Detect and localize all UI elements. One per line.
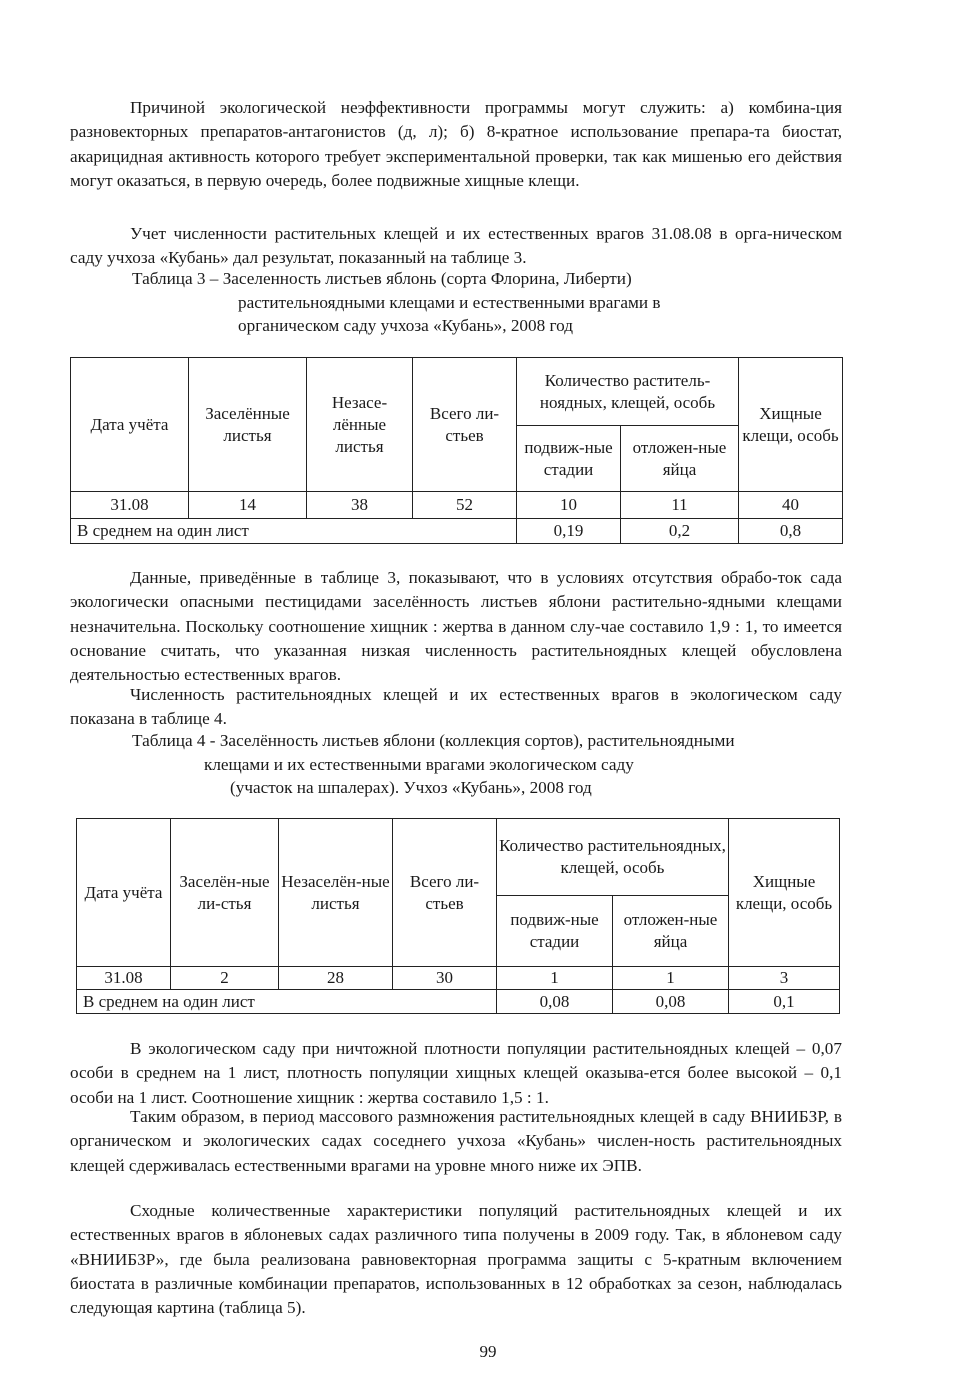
table4-header-total: Всего ли-стьев bbox=[393, 819, 497, 967]
table3-header-uninfested: Незасе-лённые листья bbox=[307, 358, 413, 492]
table3-avg-row bbox=[71, 519, 843, 544]
table3-cell-predators: 40 bbox=[739, 492, 843, 519]
table3-avg-empty bbox=[413, 519, 517, 544]
table4-header-predators: Хищные клещи, особь bbox=[729, 819, 840, 967]
table4-header-group: Количество растительноядных, клещей, особь bbox=[497, 819, 729, 896]
table4-caption bbox=[132, 729, 852, 800]
table3-header-total: Всего ли-стьев bbox=[413, 358, 517, 492]
table4-avg-mobile: 0,08 bbox=[497, 990, 613, 1014]
paragraph-2: Учет численности растительных клещей и их естественных врагов 31.08.08 в орга-ническом саду учхоза «Кубань» дал результат, показанный на таблице 3. bbox=[70, 224, 842, 268]
table4-cell-uninfested: 28 bbox=[279, 967, 393, 990]
table3-cell-infested: 14 bbox=[189, 492, 307, 519]
paragraph-7: Сходные количественные характеристики популяций растительноядных клещей и их естественных врагов в яблоневых садах различного типа получены в 2009 году. Так, в яблоневом саду «ВНИИБЗР», где была реализована равновекторная программа защиты с 5-кратным включением биостата в различные комбинации препаратов, использованных в 12 обработках за сезон, наблюдалась следующая картина (таблица 5). bbox=[70, 1201, 842, 1318]
table3-caption-line-1: Таблица 3 – Заселенность листьев яблонь (сорта Флорина, Либерти) bbox=[132, 269, 632, 288]
paragraph-3: Данные, приведённые в таблице 3, показывают, что в условиях отсутствия обрабо-ток сада экологически опасными пестицидами заселённость листьев яблони растительно-ядными клещами незначительна. Поскольку соотношение хищник : жертва в данном слу-чае составило 1,9 : 1, то имеется основание считать, что указанная низкая численность растительноядных клещей обусловлена деятельностью естественных врагов. bbox=[70, 568, 842, 685]
table4-caption-line-1: Таблица 4 - Заселённость листьев яблони (коллекция сортов), растительноядными bbox=[132, 731, 735, 750]
table3-header-predators: Хищные клещи, особь bbox=[739, 358, 843, 492]
table4-avg-label: В среднем на один лист bbox=[77, 990, 393, 1014]
table3-header-date: Дата учёта bbox=[71, 358, 189, 492]
table3-avg-label: В среднем на один лист bbox=[71, 519, 413, 544]
table4-cell-eggs: 1 bbox=[613, 967, 729, 990]
table4-cell-infested: 2 bbox=[171, 967, 279, 990]
table4-cell-predators: 3 bbox=[729, 967, 840, 990]
table4-header-infested: Заселён-ные ли-стья bbox=[171, 819, 279, 967]
paragraph-6: Таким образом, в период массового размножения растительноядных клещей в саду ВНИИБЗР, в органическом и экологических садах соседнего учхоза «Кубань» числен-ность растительноядных клещей сдерживалась естественными врагами на уровне много ниже их ЭПВ. bbox=[70, 1107, 842, 1175]
table4-header-eggs: отложен-ные яйца bbox=[613, 896, 729, 967]
table4-cell-total: 30 bbox=[393, 967, 497, 990]
table-4 bbox=[76, 818, 840, 1014]
paragraph-4: Численность растительноядных клещей и их естественных врагов в экологическом саду показана в таблице 4. bbox=[70, 685, 842, 729]
table3-caption-line-2: растительноядными клещами и естественными врагами в bbox=[238, 292, 661, 312]
table3-header-eggs: отложен-ные яйца bbox=[621, 426, 739, 492]
table3-header-infested: Заселённые листья bbox=[189, 358, 307, 492]
table3-cell-total: 52 bbox=[413, 492, 517, 519]
table3-caption-line-3: органическом саду учхоза «Кубань», 2008 год bbox=[238, 316, 573, 335]
table3-cell-mobile: 10 bbox=[517, 492, 621, 519]
table3-avg-mobile: 0,19 bbox=[517, 519, 621, 544]
table4-avg-eggs: 0,08 bbox=[613, 990, 729, 1014]
paragraph-1: Причиной экологической неэффективности программы могут служить: а) комбина-ция разновекторных препаратов-антагонистов (д, л); б) 8-кратное использование препара-та биостат, акарицидная активность которого требует экспериментальной проверки, так как мишенью его действия могут оказаться, в первую очередь, более подвижные хищные клещи. bbox=[70, 98, 842, 190]
table4-header-date: Дата учёта bbox=[77, 819, 171, 967]
table4-cell-date: 31.08 bbox=[77, 967, 171, 990]
table3-cell-date: 31.08 bbox=[71, 492, 189, 519]
table3-cell-eggs: 11 bbox=[621, 492, 739, 519]
table3-avg-eggs: 0,2 bbox=[621, 519, 739, 544]
table3-avg-predators: 0,8 bbox=[739, 519, 843, 544]
table-3 bbox=[70, 357, 843, 544]
table3-header-mobile: подвиж-ные стадии bbox=[517, 426, 621, 492]
table4-header-uninfested: Незаселён-ные листья bbox=[279, 819, 393, 967]
table4-avg-row bbox=[77, 990, 840, 1014]
page-number: 99 bbox=[479, 1342, 497, 1361]
table4-caption-line-2: клещами и их естественными врагами экологическом саду bbox=[204, 754, 634, 774]
table3-cell-uninfested: 38 bbox=[307, 492, 413, 519]
table4-cell-mobile: 1 bbox=[497, 967, 613, 990]
table3-header-group: Количество раститель-ноядных, клещей, особь bbox=[517, 358, 739, 426]
table4-avg-predators: 0,1 bbox=[729, 990, 840, 1014]
table4-avg-empty bbox=[393, 990, 497, 1014]
table3-caption bbox=[132, 267, 852, 338]
paragraph-5: В экологическом саду при ничтожной плотности популяции растительноядных клещей – 0,07 особи в среднем на 1 лист, плотность популяции хищных клещей оказыва-ется более высокой – 0,1 особи на 1 лист. Соотношение хищник : жертва составило 1,5 : 1. bbox=[70, 1039, 842, 1107]
table4-data-row bbox=[77, 967, 840, 990]
table3-data-row bbox=[71, 492, 843, 519]
table4-caption-line-3: (участок на шпалерах). Учхоз «Кубань», 2008 год bbox=[230, 778, 592, 797]
table4-header-mobile: подвиж-ные стадии bbox=[497, 896, 613, 967]
